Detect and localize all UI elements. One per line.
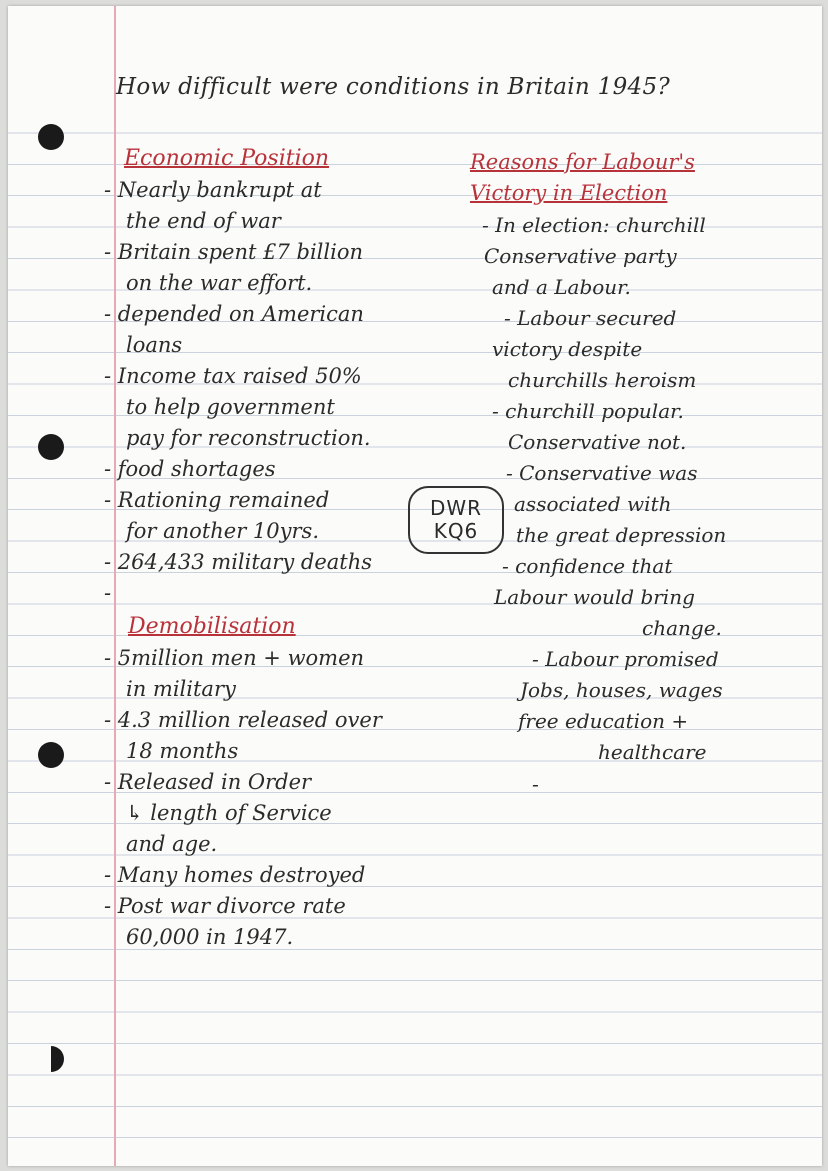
labour-line: Labour would bring <box>494 585 695 609</box>
labour-line: - In election: churchill <box>482 213 706 237</box>
economic-line: on the war effort. <box>126 271 313 295</box>
economic-line: loans <box>126 333 183 357</box>
margin-note-box <box>408 486 504 554</box>
demobilisation-heading: Demobilisation <box>128 614 296 639</box>
demobilisation-line: in military <box>126 677 236 701</box>
labour-line: - Conservative was <box>506 461 698 485</box>
demobilisation-line: - Released in Order <box>104 770 312 794</box>
labour-line: victory despite <box>492 337 643 361</box>
economic-line: - 264,433 military deaths <box>104 550 373 574</box>
labour-line: and a Labour. <box>492 275 631 299</box>
labour-line: healthcare <box>598 740 707 764</box>
demobilisation-line: and age. <box>126 832 218 856</box>
demobilisation-line: - 4.3 million released over <box>104 708 382 732</box>
labour-line: free education + <box>518 709 689 733</box>
labour-heading: Reasons for Labour's <box>470 150 695 174</box>
labour-heading: Victory in Election <box>470 181 668 205</box>
margin-note-line: DWR <box>429 496 483 520</box>
demobilisation-line: - 5million men + women <box>104 646 365 670</box>
economic-line: - food shortages <box>104 457 276 481</box>
economic-line: - Income tax raised 50% <box>104 364 362 388</box>
economic-line: - depended on American <box>104 302 364 326</box>
labour-line: Conservative party <box>484 244 677 268</box>
labour-line: the great depression <box>516 523 727 547</box>
economic-line: to help government <box>126 395 335 419</box>
economic-line: - Nearly bankrupt at <box>104 178 322 202</box>
economic-line: - <box>104 581 112 605</box>
economic-line: - Britain spent £7 billion <box>104 240 363 264</box>
economic-line: - Rationing remained <box>104 488 330 512</box>
labour-line: churchills heroism <box>508 368 697 392</box>
punch-hole <box>38 124 64 150</box>
punch-hole <box>38 1046 64 1072</box>
page-title: How difficult were conditions in Britain 1945? <box>116 74 671 100</box>
economic-line: for another 10yrs. <box>126 519 319 543</box>
punch-hole <box>38 434 64 460</box>
labour-line: Jobs, houses, wages <box>520 678 723 702</box>
demobilisation-line: 18 months <box>126 739 239 763</box>
labour-line: - confidence that <box>502 554 673 578</box>
demobilisation-line: - Many homes destroyed <box>104 863 366 887</box>
notebook-page <box>8 6 822 1166</box>
economic-heading: Economic Position <box>124 146 330 171</box>
demobilisation-line: - Post war divorce rate <box>104 894 346 918</box>
labour-line: change. <box>642 616 722 640</box>
labour-line: Conservative not. <box>508 430 687 454</box>
punch-hole <box>38 742 64 768</box>
demobilisation-line: ↳ length of Service <box>126 801 332 825</box>
labour-line: - Labour promised <box>532 647 719 671</box>
labour-line: - <box>532 772 539 796</box>
demobilisation-line: 60,000 in 1947. <box>126 925 294 949</box>
economic-line: the end of war <box>126 209 281 233</box>
labour-line: - Labour secured <box>504 306 677 330</box>
labour-line: - churchill popular. <box>492 399 684 423</box>
labour-line: associated with <box>514 492 672 516</box>
margin-note-line: KQ6 <box>433 519 479 543</box>
economic-line: pay for reconstruction. <box>126 426 371 450</box>
